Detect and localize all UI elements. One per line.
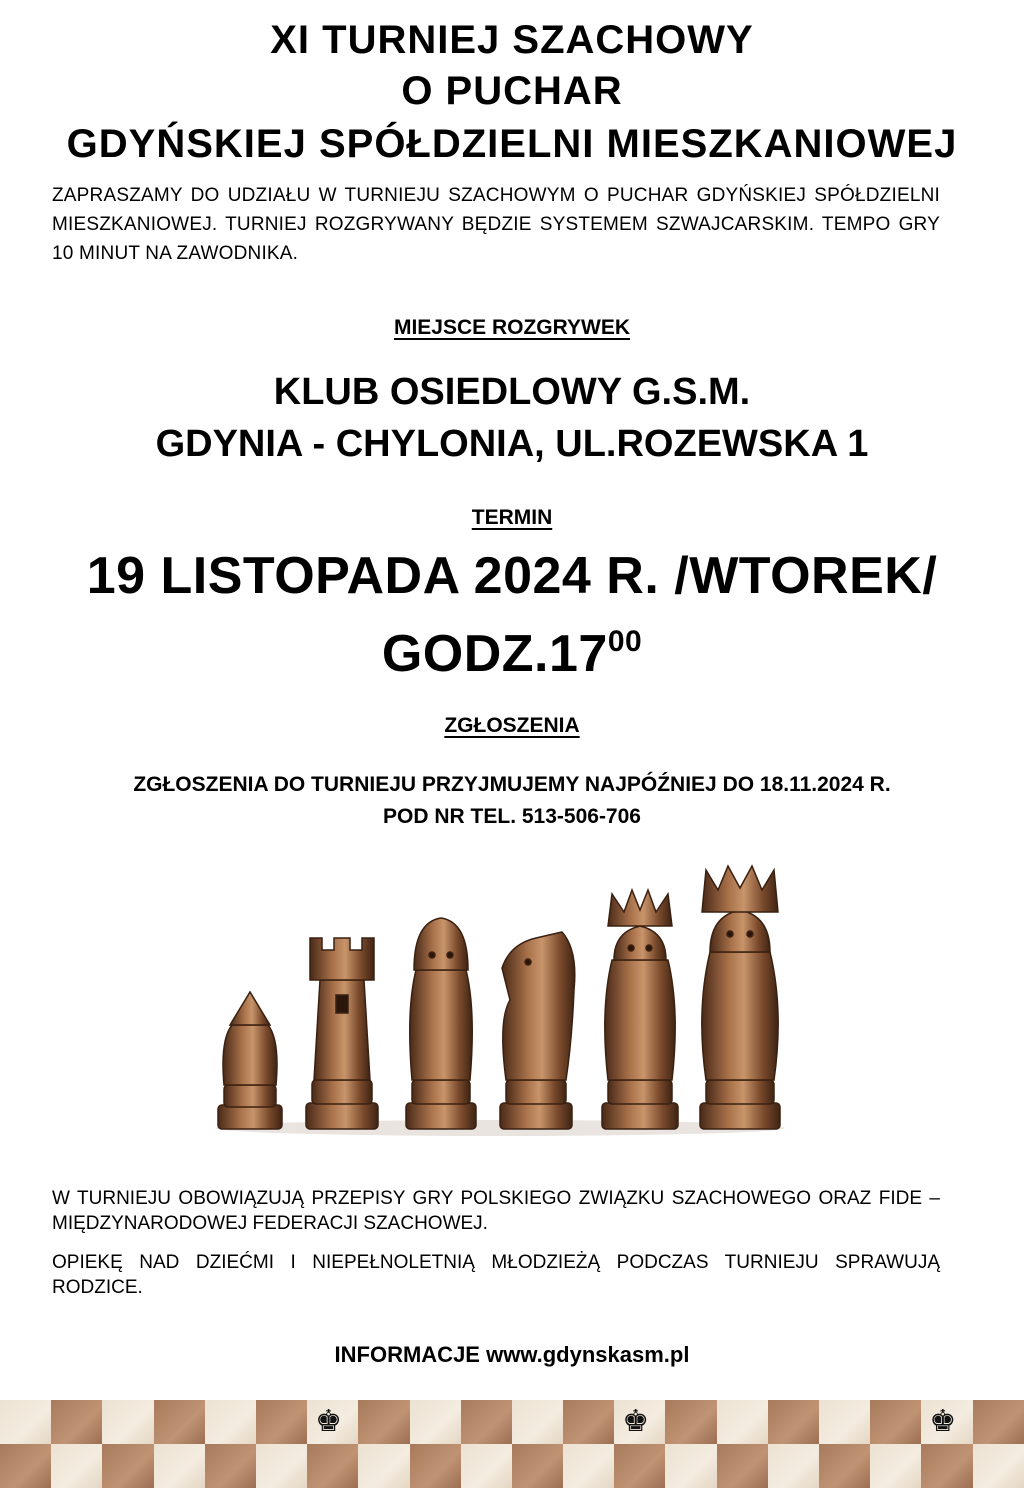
registration-heading-wrap xyxy=(0,714,1024,738)
info-line xyxy=(0,1342,1024,1368)
border-square xyxy=(973,1400,1024,1444)
border-square xyxy=(717,1444,768,1488)
venue-heading-wrap xyxy=(0,316,1024,340)
chess-pieces-illustration xyxy=(210,860,790,1140)
border-square xyxy=(358,1400,409,1444)
border-square xyxy=(256,1400,307,1444)
border-square xyxy=(921,1444,972,1488)
border-square xyxy=(102,1400,153,1444)
border-square xyxy=(205,1444,256,1488)
border-square xyxy=(154,1400,205,1444)
info-url[interactable]: www.gdynskasm.pl xyxy=(486,1342,690,1367)
info-label: INFORMACJE xyxy=(334,1342,480,1367)
title-line-2: O PUCHAR xyxy=(401,69,623,113)
border-square xyxy=(563,1444,614,1488)
border-square xyxy=(870,1400,921,1444)
border-square xyxy=(256,1444,307,1488)
date-heading: TERMIN xyxy=(471,506,553,529)
registration-heading: ZGŁOSZENIA xyxy=(444,714,580,737)
border-square xyxy=(307,1400,358,1444)
king-icon: ♚ xyxy=(622,1404,650,1439)
king-icon: ♚ xyxy=(929,1404,957,1439)
king-icon: ♚ xyxy=(315,1404,343,1439)
border-square xyxy=(614,1444,665,1488)
rules-paragraph-2: OPIEKĘ NAD DZIEĆMI I NIEPEŁNOLETNIĄ MŁODZIEŻĄ PODCZAS TURNIEJU SPRAWUJĄ RODZICE. xyxy=(52,1252,940,1298)
border-square xyxy=(461,1400,512,1444)
border-square xyxy=(870,1444,921,1488)
time-prefix: GODZ.17 xyxy=(381,625,608,683)
border-square xyxy=(665,1444,716,1488)
border-square xyxy=(973,1444,1024,1488)
rules-paragraph-1: W TURNIEJU OBOWIĄZUJĄ PRZEPISY GRY POLSKIEGO ZWIĄZKU SZACHOWEGO ORAZ FIDE – MIĘDZYNARODOWEJ FEDERACJI SZACHOWEJ. xyxy=(52,1188,940,1234)
date-line: 19 LISTOPADA 2024 R. /WTOREK/ xyxy=(86,547,938,605)
title-line-3: GDYŃSKIEJ SPÓŁDZIELNI MIESZKANIOWEJ xyxy=(66,122,958,166)
border-square xyxy=(0,1400,51,1444)
time-line xyxy=(0,608,1024,688)
venue-heading: MIEJSCE ROZGRYWEK xyxy=(393,316,631,339)
title-line-1: XI TURNIEJ SZACHOWY xyxy=(270,18,754,62)
border-square xyxy=(154,1444,205,1488)
border-square xyxy=(819,1400,870,1444)
registration-line-1: ZGŁOSZENIA DO TURNIEJU PRZYJMUJEMY NAJPÓŹNIEJ DO 18.11.2024 R. xyxy=(133,773,891,796)
king-piece xyxy=(700,866,780,1129)
bishop-piece xyxy=(406,918,476,1129)
rook-piece xyxy=(306,938,378,1129)
border-square xyxy=(717,1400,768,1444)
pawn-piece xyxy=(218,992,282,1129)
border-square xyxy=(51,1400,102,1444)
border-square xyxy=(205,1400,256,1444)
border-square xyxy=(563,1400,614,1444)
time-minutes: 00 xyxy=(607,625,643,658)
border-square xyxy=(512,1444,563,1488)
queen-piece xyxy=(602,890,678,1129)
border-square xyxy=(614,1400,665,1444)
registration-line-2: POD NR TEL. 513-506-706 xyxy=(383,805,641,828)
chessboard-border-top-row xyxy=(0,1400,1024,1444)
border-square xyxy=(410,1444,461,1488)
intro-paragraph: ZAPRASZAMY DO UDZIAŁU W TURNIEJU SZACHOWYM O PUCHAR GDYŃSKIEJ SPÓŁDZIELNI MIESZKANIOWEJ. TURNIEJ ROZGRYWANY BĘDZIE SYSTEMEM SZWAJCARSKIM. TEMPO GRY 10 MINUT NA ZAWODNIKA. xyxy=(52,185,940,264)
border-square xyxy=(461,1444,512,1488)
border-square xyxy=(102,1444,153,1488)
venue-line-1: KLUB OSIEDLOWY G.S.M. xyxy=(273,371,751,413)
border-square xyxy=(51,1444,102,1488)
border-square xyxy=(358,1444,409,1488)
border-square xyxy=(819,1444,870,1488)
date-heading-wrap xyxy=(0,506,1024,530)
venue-line-2: GDYNIA - CHYLONIA, UL.ROZEWSKA 1 xyxy=(155,423,869,465)
border-square xyxy=(307,1444,358,1488)
border-square xyxy=(665,1400,716,1444)
border-square xyxy=(410,1400,461,1444)
border-square xyxy=(0,1444,51,1488)
border-square xyxy=(921,1400,972,1444)
border-square xyxy=(768,1444,819,1488)
border-square xyxy=(512,1400,563,1444)
border-square xyxy=(768,1400,819,1444)
knight-piece xyxy=(500,932,575,1129)
chessboard-border-bottom-row xyxy=(0,1444,1024,1488)
